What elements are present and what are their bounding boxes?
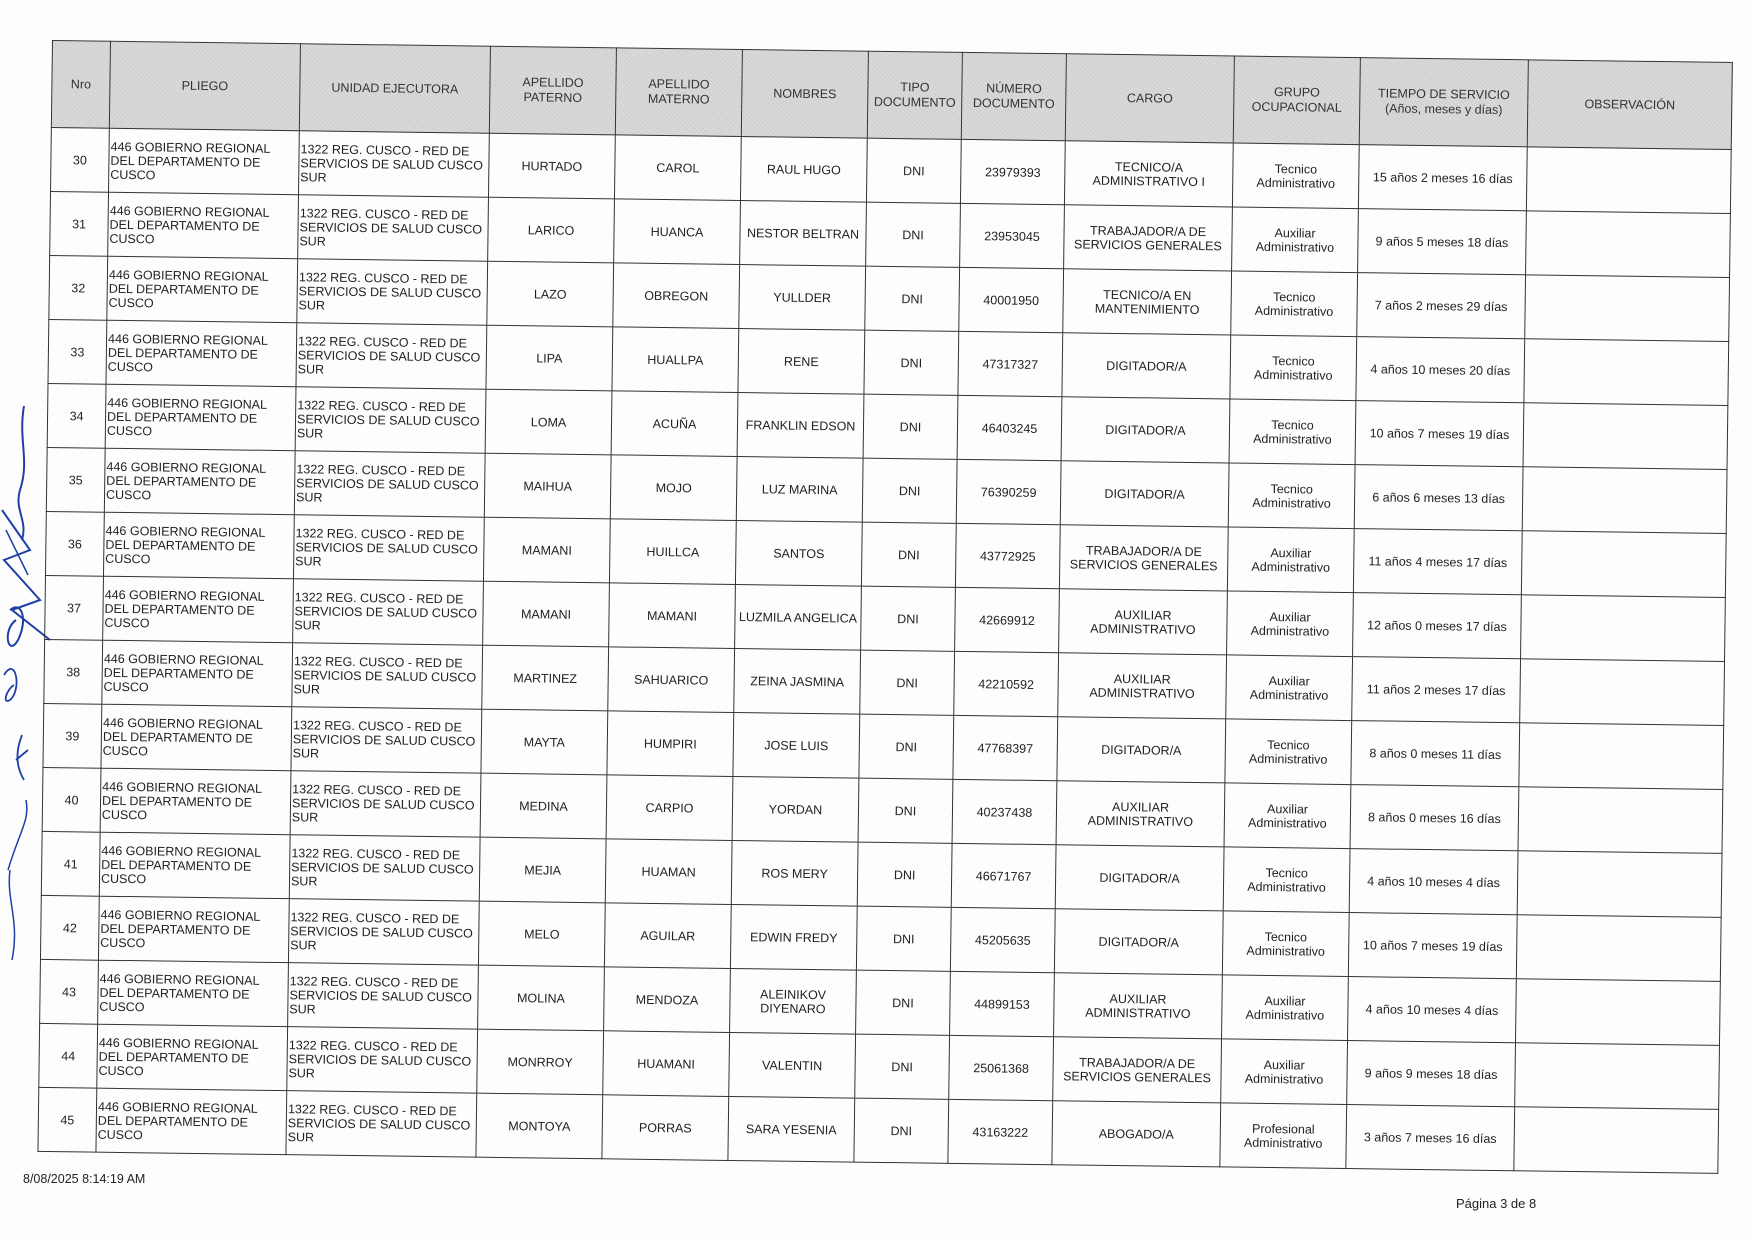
- cell-unidad-ejecutora: 1322 REG. CUSCO - RED DE SERVICIOS DE SALUD CUSCO SUR: [290, 771, 481, 837]
- cell-apellido-paterno: LIPA: [486, 325, 613, 391]
- cell-apellido-materno: HUALLPA: [612, 327, 739, 393]
- cell-unidad-ejecutora: 1322 REG. CUSCO - RED DE SERVICIOS DE SALUD CUSCO SUR: [287, 1027, 478, 1093]
- col-header-cargo: CARGO: [1065, 54, 1234, 143]
- cell-nombres: YORDAN: [732, 776, 859, 842]
- cell-nombres: SANTOS: [735, 520, 862, 586]
- cell-cargo: DIGITADOR/A: [1057, 717, 1226, 783]
- col-header-tiempo: [1359, 58, 1528, 147]
- cell-apellido-materno: PORRAS: [602, 1095, 729, 1161]
- cell-nro: 36: [45, 511, 104, 576]
- cell-tipo-documento: DNI: [861, 586, 956, 651]
- cell-grupo-ocupacional: Auxiliar Administrativo: [1221, 1039, 1348, 1105]
- cell-nro: 35: [46, 447, 105, 512]
- print-timestamp: 8/08/2025 8:14:19 AM: [23, 1172, 146, 1186]
- cell-cargo: TRABAJADOR/A DE SERVICIOS GENERALES: [1053, 1037, 1222, 1103]
- cell-pliego: 446 GOBIERNO REGIONAL DEL DEPARTAMENTO DE CUSCO: [109, 128, 300, 194]
- cell-numero-documento: 45205635: [950, 907, 1055, 972]
- cell-numero-documento: 40001950: [959, 267, 1064, 332]
- cell-apellido-materno: HUANCA: [614, 199, 741, 265]
- cell-pliego: 446 GOBIERNO REGIONAL DEL DEPARTAMENTO DE CUSCO: [103, 576, 294, 642]
- cell-pliego: 446 GOBIERNO REGIONAL DEL DEPARTAMENTO DE CUSCO: [107, 256, 298, 322]
- cell-nombres: JOSE LUIS: [733, 712, 860, 778]
- cell-pliego: 446 GOBIERNO REGIONAL DEL DEPARTAMENTO DE CUSCO: [102, 640, 293, 706]
- cell-unidad-ejecutora: 1322 REG. CUSCO - RED DE SERVICIOS DE SALUD CUSCO SUR: [293, 579, 484, 645]
- cell-pliego: 446 GOBIERNO REGIONAL DEL DEPARTAMENTO DE CUSCO: [104, 448, 295, 514]
- cell-nro: 33: [48, 319, 107, 384]
- cell-unidad-ejecutora: 1322 REG. CUSCO - RED DE SERVICIOS DE SALUD CUSCO SUR: [292, 643, 483, 709]
- col-header-tiempo-sub: (Años, meses y días): [1384, 101, 1503, 117]
- cell-nro: 45: [38, 1087, 97, 1152]
- cell-nro: 32: [49, 255, 108, 320]
- cell-unidad-ejecutora: 1322 REG. CUSCO - RED DE SERVICIOS DE SALUD CUSCO SUR: [289, 835, 480, 901]
- cell-pliego: 446 GOBIERNO REGIONAL DEL DEPARTAMENTO DE CUSCO: [106, 320, 297, 386]
- cell-numero-documento: 23953045: [960, 203, 1065, 268]
- cell-observacion: [1519, 723, 1724, 790]
- table-container: [37, 40, 1731, 1174]
- cell-cargo: AUXILIAR ADMINISTRATIVO: [1058, 653, 1227, 719]
- personnel-table: [37, 40, 1732, 1174]
- cell-tipo-documento: DNI: [854, 1098, 949, 1163]
- cell-tipo-documento: DNI: [862, 458, 957, 523]
- cell-nro: 34: [47, 383, 106, 448]
- cell-apellido-paterno: LOMA: [485, 389, 612, 455]
- cell-tipo-documento: DNI: [866, 202, 961, 267]
- cell-tiempo-servicio: 8 años 0 meses 11 días: [1351, 721, 1520, 787]
- cell-numero-documento: 46403245: [957, 395, 1062, 460]
- cell-tipo-documento: DNI: [856, 970, 951, 1035]
- cell-numero-documento: 43163222: [948, 1099, 1053, 1164]
- cell-pliego: 446 GOBIERNO REGIONAL DEL DEPARTAMENTO DE CUSCO: [98, 896, 289, 962]
- cell-apellido-paterno: MELO: [478, 901, 605, 967]
- cell-observacion: [1516, 915, 1721, 982]
- cell-tipo-documento: DNI: [860, 650, 955, 715]
- col-header-numero-documento: NÚMERO DOCUMENTO: [961, 52, 1066, 140]
- cell-unidad-ejecutora: 1322 REG. CUSCO - RED DE SERVICIOS DE SALUD CUSCO SUR: [298, 131, 489, 197]
- cell-nro: 42: [40, 895, 99, 960]
- cell-nombres: NESTOR BELTRAN: [740, 201, 867, 267]
- cell-apellido-materno: CARPIO: [606, 775, 733, 841]
- col-header-pliego: PLIEGO: [109, 41, 300, 130]
- cell-nombres: YULLDER: [739, 265, 866, 331]
- cell-unidad-ejecutora: 1322 REG. CUSCO - RED DE SERVICIOS DE SALUD CUSCO SUR: [298, 195, 489, 261]
- cell-unidad-ejecutora: 1322 REG. CUSCO - RED DE SERVICIOS DE SALUD CUSCO SUR: [296, 323, 487, 389]
- cell-tipo-documento: DNI: [865, 266, 960, 331]
- cell-nombres: RENE: [738, 329, 865, 395]
- cell-unidad-ejecutora: 1322 REG. CUSCO - RED DE SERVICIOS DE SALUD CUSCO SUR: [295, 387, 486, 453]
- cell-apellido-materno: MAMANI: [609, 583, 736, 649]
- cell-grupo-ocupacional: Tecnico Administrativo: [1232, 143, 1359, 209]
- cell-cargo: DIGITADOR/A: [1061, 397, 1230, 463]
- cell-grupo-ocupacional: Tecnico Administrativo: [1225, 719, 1352, 785]
- cell-cargo: TRABAJADOR/A DE SERVICIOS GENERALES: [1064, 205, 1233, 271]
- cell-pliego: 446 GOBIERNO REGIONAL DEL DEPARTAMENTO DE CUSCO: [103, 512, 294, 578]
- cell-cargo: TECNICO/A ADMINISTRATIVO I: [1064, 141, 1233, 207]
- cell-nro: 43: [40, 959, 99, 1024]
- cell-observacion: [1517, 851, 1722, 918]
- cell-tipo-documento: DNI: [861, 522, 956, 587]
- cell-tiempo-servicio: 8 años 0 meses 16 días: [1350, 785, 1519, 851]
- cell-tipo-documento: DNI: [864, 330, 959, 395]
- cell-nro: 41: [41, 831, 100, 896]
- cell-nombres: ZEINA JASMINA: [734, 648, 861, 714]
- cell-numero-documento: 42669912: [955, 587, 1060, 652]
- cell-tiempo-servicio: 11 años 2 meses 17 días: [1352, 657, 1521, 723]
- cell-apellido-materno: HUAMANI: [603, 1031, 730, 1097]
- cell-tipo-documento: DNI: [857, 842, 952, 907]
- cell-cargo: TRABAJADOR/A DE SERVICIOS GENERALES: [1059, 525, 1228, 591]
- cell-apellido-materno: HUMPIRI: [607, 711, 734, 777]
- cell-grupo-ocupacional: Tecnico Administrativo: [1230, 335, 1357, 401]
- cell-observacion: [1525, 275, 1730, 342]
- cell-observacion: [1526, 211, 1731, 278]
- cell-tiempo-servicio: 12 años 0 meses 17 días: [1353, 593, 1522, 659]
- col-header-unidad: UNIDAD EJECUTORA: [299, 44, 490, 133]
- cell-numero-documento: 42210592: [954, 651, 1059, 716]
- cell-numero-documento: 43772925: [955, 523, 1060, 588]
- cell-numero-documento: 76390259: [956, 459, 1061, 524]
- cell-nro: 44: [39, 1023, 98, 1088]
- cell-tiempo-servicio: 9 años 9 meses 18 días: [1347, 1041, 1516, 1107]
- cell-observacion: [1514, 1107, 1719, 1174]
- cell-tiempo-servicio: 10 años 7 meses 19 días: [1348, 913, 1517, 979]
- cell-numero-documento: 47768397: [953, 715, 1058, 780]
- cell-cargo: TECNICO/A EN MANTENIMIENTO: [1063, 269, 1232, 335]
- cell-apellido-materno: ACUÑA: [611, 391, 738, 457]
- page-number: Página 3 de 8: [1456, 1196, 1537, 1211]
- cell-apellido-paterno: MONRROY: [477, 1029, 604, 1095]
- cell-numero-documento: 47317327: [958, 331, 1063, 396]
- cell-tipo-documento: DNI: [859, 714, 954, 779]
- col-header-apellido-materno: APELLIDO MATERNO: [615, 48, 742, 137]
- cell-cargo: AUXILIAR ADMINISTRATIVO: [1056, 781, 1225, 847]
- cell-tipo-documento: DNI: [856, 906, 951, 971]
- cell-numero-documento: 46671767: [951, 843, 1056, 908]
- col-header-nombres: NOMBRES: [741, 50, 868, 139]
- cell-observacion: [1520, 659, 1725, 726]
- cell-nro: 37: [45, 575, 104, 640]
- cell-pliego: 446 GOBIERNO REGIONAL DEL DEPARTAMENTO DE CUSCO: [99, 832, 290, 898]
- cell-tiempo-servicio: 9 años 5 meses 18 días: [1358, 209, 1527, 275]
- cell-unidad-ejecutora: 1322 REG. CUSCO - RED DE SERVICIOS DE SALUD CUSCO SUR: [288, 899, 479, 965]
- cell-grupo-ocupacional: Auxiliar Administrativo: [1227, 591, 1354, 657]
- cell-cargo: DIGITADOR/A: [1062, 333, 1231, 399]
- cell-apellido-paterno: LARICO: [488, 197, 615, 263]
- cell-observacion: [1521, 595, 1726, 662]
- cell-grupo-ocupacional: Auxiliar Administrativo: [1224, 783, 1351, 849]
- cell-apellido-materno: HUAMAN: [605, 839, 732, 905]
- cell-observacion: [1526, 147, 1731, 214]
- cell-nombres: RAUL HUGO: [740, 137, 867, 203]
- col-header-observacion: OBSERVACIÓN: [1527, 60, 1732, 150]
- cell-nombres: SARA YESENIA: [728, 1096, 855, 1162]
- cell-cargo: DIGITADOR/A: [1060, 461, 1229, 527]
- cell-pliego: 446 GOBIERNO REGIONAL DEL DEPARTAMENTO DE CUSCO: [98, 960, 289, 1026]
- cell-grupo-ocupacional: Auxiliar Administrativo: [1227, 527, 1354, 593]
- cell-tipo-documento: DNI: [863, 394, 958, 459]
- cell-pliego: 446 GOBIERNO REGIONAL DEL DEPARTAMENTO DE CUSCO: [105, 384, 296, 450]
- cell-apellido-paterno: MARTINEZ: [482, 645, 609, 711]
- cell-observacion: [1515, 1043, 1720, 1110]
- cell-observacion: [1523, 403, 1728, 470]
- col-header-grupo: GRUPO OCUPACIONAL: [1233, 56, 1360, 145]
- cell-apellido-materno: MENDOZA: [604, 967, 731, 1033]
- cell-grupo-ocupacional: Tecnico Administrativo: [1222, 911, 1349, 977]
- cell-grupo-ocupacional: Auxiliar Administrativo: [1226, 655, 1353, 721]
- cell-nombres: ROS MERY: [731, 840, 858, 906]
- cell-grupo-ocupacional: Tecnico Administrativo: [1223, 847, 1350, 913]
- cell-grupo-ocupacional: Tecnico Administrativo: [1229, 399, 1356, 465]
- cell-nombres: EDWIN FREDY: [730, 904, 857, 970]
- cell-numero-documento: 23979393: [960, 139, 1065, 204]
- cell-observacion: [1518, 787, 1723, 854]
- cell-cargo: AUXILIAR ADMINISTRATIVO: [1059, 589, 1228, 655]
- cell-cargo: DIGITADOR/A: [1054, 909, 1223, 975]
- cell-apellido-materno: OBREGON: [613, 263, 740, 329]
- cell-pliego: 446 GOBIERNO REGIONAL DEL DEPARTAMENTO DE CUSCO: [100, 768, 291, 834]
- cell-apellido-paterno: MAMANI: [483, 581, 610, 647]
- col-header-nro: Nro: [51, 41, 110, 129]
- cell-numero-documento: 40237438: [952, 779, 1057, 844]
- cell-nombres: LUZ MARINA: [736, 457, 863, 523]
- cell-nro: 38: [44, 639, 103, 704]
- cell-apellido-paterno: MEDINA: [480, 773, 607, 839]
- cell-nombres: FRANKLIN EDSON: [737, 393, 864, 459]
- cell-nro: 40: [42, 767, 101, 832]
- cell-grupo-ocupacional: Tecnico Administrativo: [1231, 271, 1358, 337]
- cell-nro: 39: [43, 703, 102, 768]
- cell-cargo: ABOGADO/A: [1052, 1101, 1221, 1167]
- cell-unidad-ejecutora: 1322 REG. CUSCO - RED DE SERVICIOS DE SALUD CUSCO SUR: [291, 707, 482, 773]
- cell-nombres: LUZMILA ANGELICA: [735, 584, 862, 650]
- cell-unidad-ejecutora: 1322 REG. CUSCO - RED DE SERVICIOS DE SALUD CUSCO SUR: [294, 451, 485, 517]
- cell-apellido-paterno: LAZO: [487, 261, 614, 327]
- cell-apellido-paterno: MAIHUA: [484, 453, 611, 519]
- cell-tiempo-servicio: 6 años 6 meses 13 días: [1354, 465, 1523, 531]
- cell-nro: 30: [51, 127, 110, 192]
- cell-nro: 31: [50, 191, 109, 256]
- col-header-tiempo-title: TIEMPO DE SERVICIO: [1377, 86, 1510, 103]
- cell-pliego: 446 GOBIERNO REGIONAL DEL DEPARTAMENTO DE CUSCO: [96, 1088, 287, 1154]
- cell-apellido-paterno: MAMANI: [483, 517, 610, 583]
- col-header-tipo-documento: TIPO DOCUMENTO: [867, 51, 962, 139]
- cell-tiempo-servicio: 3 años 7 meses 16 días: [1346, 1105, 1515, 1171]
- col-header-apellido-paterno: APELLIDO PATERNO: [489, 46, 616, 135]
- cell-grupo-ocupacional: Tecnico Administrativo: [1228, 463, 1355, 529]
- cell-tipo-documento: DNI: [866, 138, 961, 203]
- cell-unidad-ejecutora: 1322 REG. CUSCO - RED DE SERVICIOS DE SALUD CUSCO SUR: [288, 963, 479, 1029]
- cell-unidad-ejecutora: 1322 REG. CUSCO - RED DE SERVICIOS DE SALUD CUSCO SUR: [293, 515, 484, 581]
- cell-grupo-ocupacional: Profesional Administrativo: [1220, 1103, 1347, 1169]
- cell-observacion: [1515, 979, 1720, 1046]
- cell-unidad-ejecutora: 1322 REG. CUSCO - RED DE SERVICIOS DE SALUD CUSCO SUR: [297, 259, 488, 325]
- cell-tiempo-servicio: 15 años 2 meses 16 días: [1358, 145, 1527, 211]
- cell-cargo: AUXILIAR ADMINISTRATIVO: [1054, 973, 1223, 1039]
- cell-tipo-documento: DNI: [858, 778, 953, 843]
- cell-tiempo-servicio: 4 años 10 meses 20 días: [1356, 337, 1525, 403]
- cell-numero-documento: 44899153: [950, 971, 1055, 1036]
- cell-numero-documento: 25061368: [949, 1035, 1054, 1100]
- cell-observacion: [1521, 531, 1726, 598]
- cell-observacion: [1522, 467, 1727, 534]
- cell-apellido-paterno: MOLINA: [478, 965, 605, 1031]
- cell-cargo: DIGITADOR/A: [1055, 845, 1224, 911]
- cell-nombres: VALENTIN: [729, 1032, 856, 1098]
- cell-pliego: 446 GOBIERNO REGIONAL DEL DEPARTAMENTO DE CUSCO: [108, 192, 299, 258]
- cell-pliego: 446 GOBIERNO REGIONAL DEL DEPARTAMENTO DE CUSCO: [97, 1024, 288, 1090]
- cell-apellido-materno: MOJO: [610, 455, 737, 521]
- cell-apellido-materno: AGUILAR: [604, 903, 731, 969]
- cell-tiempo-servicio: 4 años 10 meses 4 días: [1349, 849, 1518, 915]
- cell-tiempo-servicio: 7 años 2 meses 29 días: [1357, 273, 1526, 339]
- cell-apellido-paterno: MONTOYA: [476, 1093, 603, 1159]
- cell-pliego: 446 GOBIERNO REGIONAL DEL DEPARTAMENTO DE CUSCO: [101, 704, 292, 770]
- cell-apellido-paterno: MAYTA: [481, 709, 608, 775]
- cell-apellido-materno: SAHUARICO: [608, 647, 735, 713]
- cell-grupo-ocupacional: Auxiliar Administrativo: [1232, 207, 1359, 273]
- cell-grupo-ocupacional: Auxiliar Administrativo: [1222, 975, 1349, 1041]
- cell-tiempo-servicio: 10 años 7 meses 19 días: [1355, 401, 1524, 467]
- cell-apellido-paterno: MEJIA: [479, 837, 606, 903]
- cell-apellido-materno: HUILLCA: [609, 519, 736, 585]
- cell-apellido-paterno: HURTADO: [488, 133, 615, 199]
- cell-observacion: [1524, 339, 1729, 406]
- cell-unidad-ejecutora: 1322 REG. CUSCO - RED DE SERVICIOS DE SALUD CUSCO SUR: [286, 1091, 477, 1157]
- cell-tiempo-servicio: 4 años 10 meses 4 días: [1348, 977, 1517, 1043]
- cell-nombres: ALEINIKOV DIYENARO: [730, 968, 857, 1034]
- cell-tipo-documento: DNI: [855, 1034, 950, 1099]
- cell-tiempo-servicio: 11 años 4 meses 17 días: [1353, 529, 1522, 595]
- table-body: [38, 127, 1731, 1173]
- cell-apellido-materno: CAROL: [614, 135, 741, 201]
